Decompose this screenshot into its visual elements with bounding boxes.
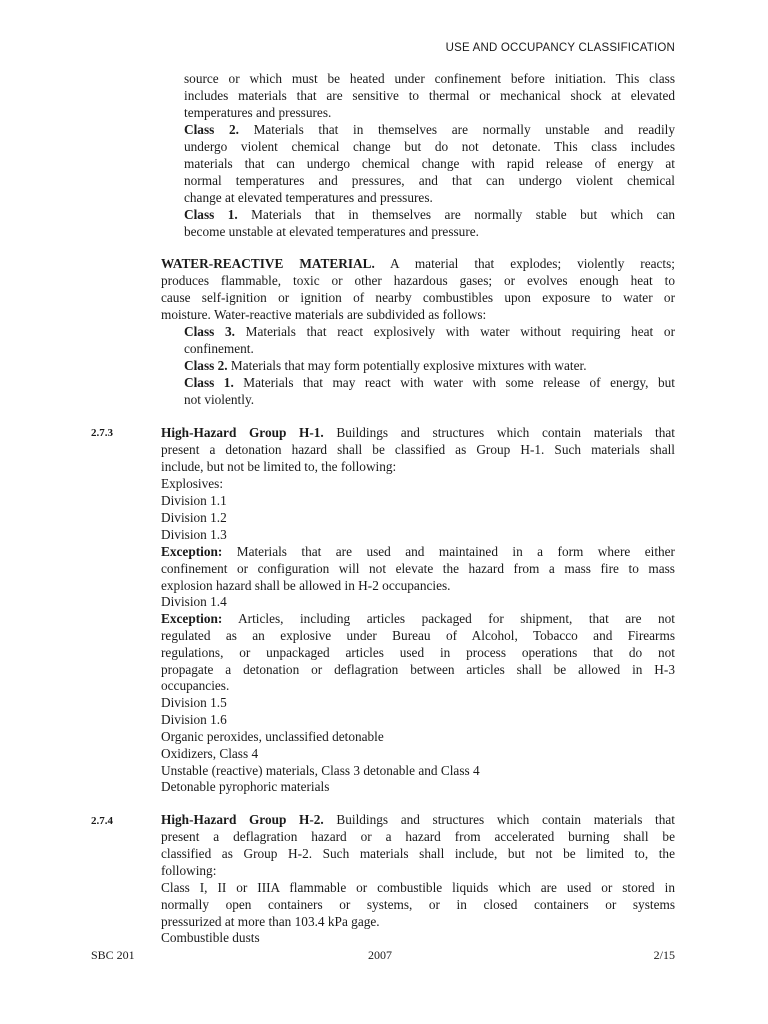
text-line [161, 846, 675, 863]
text-line [184, 207, 675, 224]
line-text: undergo violent chemical change but do not detonate. This class includes [184, 139, 675, 154]
line-text: temperatures and pressures. [184, 105, 332, 120]
line-text: normal temperatures and pressures, and that can undergo violent chemical [184, 173, 675, 188]
text-line [161, 578, 450, 595]
text-line [161, 527, 227, 544]
bold-term: Class 1. [184, 375, 234, 390]
line-text: Division 1.4 [161, 594, 227, 609]
text-line [161, 544, 675, 561]
section-number-2-7-4: 2.7.4 [91, 815, 113, 827]
line-text: Buildings and structures which contain materials that [323, 425, 675, 440]
line-text: propagate a detonation or deflagration between articles shall be allowed in H-3 [161, 662, 675, 677]
line-text: change at elevated temperatures and pressures. [184, 190, 433, 205]
line-text: include, but not be limited to, the following: [161, 459, 397, 474]
line-text: A material that explodes; violently reacts; [374, 256, 675, 271]
line-text: Oxidizers, Class 4 [161, 746, 259, 761]
text-line [161, 880, 675, 897]
line-text: source or which must be heated under confinement before initiation. This class [184, 71, 675, 86]
line-text: confinement or configuration will not elevate the hazard from a mass fire to mass [161, 561, 675, 576]
text-line [161, 290, 675, 307]
text-line [184, 173, 675, 190]
text-line [161, 729, 384, 746]
bold-term: Exception: [161, 611, 223, 626]
text-line [161, 863, 216, 880]
bold-term: WATER-REACTIVE MATERIAL. [161, 256, 375, 271]
line-text: Articles, including articles packaged for shipment, that are not [222, 611, 675, 626]
line-text: Buildings and structures which contain materials that [323, 812, 675, 827]
text-line [161, 425, 675, 442]
text-line [184, 324, 675, 341]
text-line [161, 746, 258, 763]
bold-term: Class 2. [184, 122, 239, 137]
line-text: not violently. [184, 392, 255, 407]
text-line [184, 71, 675, 88]
line-text: occupancies. [161, 678, 230, 693]
line-text: Division 1.2 [161, 510, 227, 525]
text-line [184, 105, 331, 122]
line-text: become unstable at elevated temperatures and pressure. [184, 224, 479, 239]
text-line [161, 307, 486, 324]
text-line [161, 256, 675, 273]
text-line [161, 930, 260, 947]
text-line [161, 763, 480, 780]
line-text: present a detonation hazard shall be classified as Group H-1. Such materials shall [161, 442, 675, 457]
text-line [161, 897, 675, 914]
text-line [161, 628, 675, 645]
line-text: materials that can undergo chemical change with rapid release of energy at [184, 156, 675, 171]
line-text: Detonable pyrophoric materials [161, 779, 330, 794]
text-line [161, 493, 227, 510]
line-text: following: [161, 863, 217, 878]
line-text: Combustible dusts [161, 930, 260, 945]
line-text: Division 1.1 [161, 493, 227, 508]
line-text: regulated as an explosive under Bureau of Alcohol, Tobacco and Firearms [161, 628, 675, 643]
line-text: Materials that in themselves are normally unstable and readily [238, 122, 675, 137]
line-text: Division 1.6 [161, 712, 227, 727]
text-line [184, 341, 254, 358]
text-line [184, 224, 479, 241]
line-text: Division 1.3 [161, 527, 227, 542]
bold-term: Exception: [161, 544, 223, 559]
line-text: moisture. Water-reactive materials are subdivided as follows: [161, 307, 487, 322]
line-text: produces flammable, toxic or other hazardous gases; or evolves enough heat to [161, 273, 675, 288]
text-line [161, 459, 396, 476]
text-line [161, 695, 227, 712]
footer-page-number: 2/15 [653, 948, 675, 962]
text-line [161, 561, 675, 578]
line-text: Materials that may form potentially explosive mixtures with water. [227, 358, 587, 373]
line-text: present a deflagration hazard or a hazard from accelerated burning shall be [161, 829, 675, 844]
text-line [161, 779, 329, 796]
bold-term: High-Hazard Group H-2. [161, 812, 324, 827]
line-text: Materials that in themselves are normally stable but which can [237, 207, 675, 222]
line-text: Organic peroxides, unclassified detonable [161, 729, 384, 744]
text-line [161, 594, 227, 611]
line-text: normally open containers or systems, or in closed containers or systems [161, 897, 675, 912]
text-line [184, 156, 675, 173]
line-text: pressurized at more than 103.4 kPa gage. [161, 914, 380, 929]
line-text: includes materials that are sensitive to thermal or mechanical shock at elevated [184, 88, 675, 103]
text-line [184, 358, 587, 375]
running-header: USE AND OCCUPANCY CLASSIFICATION [445, 42, 675, 54]
line-text: Explosives: [161, 476, 224, 491]
text-line [161, 914, 380, 931]
text-line [161, 476, 223, 493]
line-text: Division 1.5 [161, 695, 227, 710]
text-line [161, 678, 229, 695]
line-text: cause self-ignition or ignition of nearby combustibles upon exposure to water or [161, 290, 675, 305]
text-line [184, 392, 254, 409]
line-text: regulations, or unpackaged articles used in process operations that do not [161, 645, 675, 660]
footer-year: 2007 [368, 948, 392, 962]
line-text: explosion hazard shall be allowed in H-2 occupancies. [161, 578, 451, 593]
line-text: confinement. [184, 341, 254, 356]
text-line [184, 375, 675, 392]
text-line [184, 88, 675, 105]
bold-term: Class 2. [184, 358, 228, 373]
text-line [161, 611, 675, 628]
text-line [161, 442, 675, 459]
text-line [161, 829, 675, 846]
text-line [161, 645, 675, 662]
line-text: Class I, II or IIIA flammable or combustible liquids which are used or stored in [161, 880, 675, 895]
bold-term: Class 1. [184, 207, 238, 222]
text-line [161, 510, 227, 527]
text-line [184, 122, 675, 139]
line-text: Materials that may react with water with some release of energy, but [233, 375, 675, 390]
line-text: Unstable (reactive) materials, Class 3 detonable and Class 4 [161, 763, 480, 778]
bold-term: Class 3. [184, 324, 235, 339]
line-text: Materials that react explosively with water without requiring heat or [234, 324, 675, 339]
text-line [184, 190, 433, 207]
footer-doc-code: SBC 201 [91, 948, 135, 962]
line-text: Materials that are used and maintained in a form where either [222, 544, 675, 559]
text-line [161, 273, 675, 290]
text-line [161, 812, 675, 829]
text-line [161, 662, 675, 679]
text-line [184, 139, 675, 156]
bold-term: High-Hazard Group H-1. [161, 425, 324, 440]
line-text: classified as Group H-2. Such materials shall include, but not be limited to, the [161, 846, 675, 861]
text-line [161, 712, 227, 729]
section-number-2-7-3: 2.7.3 [91, 427, 113, 439]
